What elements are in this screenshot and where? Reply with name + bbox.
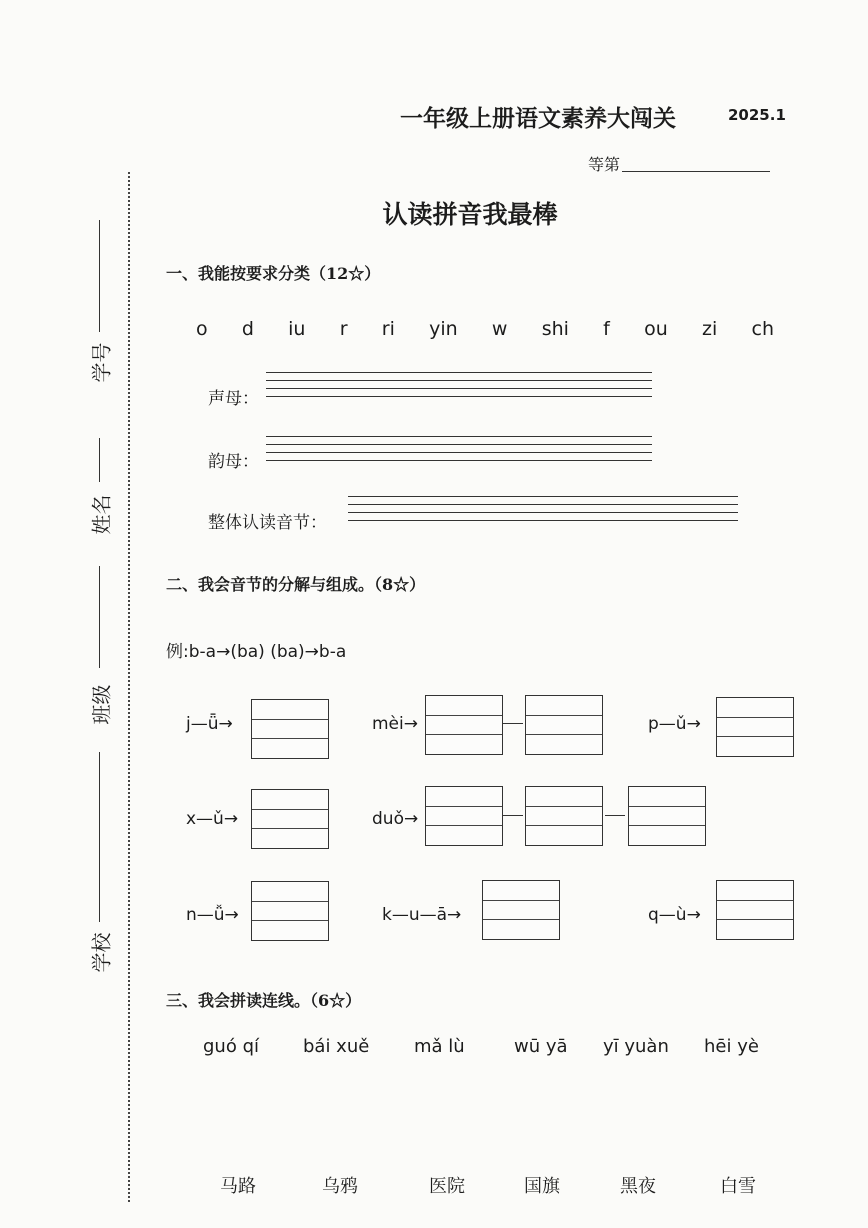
pinyin-item[interactable]: mǎ lù bbox=[414, 1036, 465, 1057]
initials-writing-lines[interactable] bbox=[266, 372, 652, 404]
syllable: ou bbox=[644, 318, 668, 340]
answer-box[interactable] bbox=[251, 881, 329, 941]
syllable: yin bbox=[429, 318, 458, 340]
answer-box[interactable] bbox=[251, 789, 329, 849]
school-field[interactable] bbox=[80, 752, 120, 982]
word-item[interactable]: 国旗 bbox=[524, 1176, 560, 1197]
decomp-item-label: p—ǔ→ bbox=[648, 714, 701, 734]
pinyin-item[interactable]: yī yuàn bbox=[603, 1036, 669, 1057]
separator-dash bbox=[503, 815, 523, 816]
decomp-item-label: x—ǔ→ bbox=[186, 809, 239, 829]
student-name-label: 姓名 bbox=[89, 494, 114, 535]
initials-label: 声母： bbox=[208, 389, 259, 409]
syllable: ri bbox=[381, 318, 395, 340]
syllable: shi bbox=[541, 318, 569, 340]
answer-box[interactable] bbox=[425, 695, 503, 755]
decomp-item-label: mèi→ bbox=[372, 714, 418, 734]
class-label: 班级 bbox=[89, 684, 114, 725]
section2-heading: 二、我会音节的分解与组成。（8☆） bbox=[166, 575, 426, 594]
class-line bbox=[99, 566, 100, 668]
student-number-field[interactable] bbox=[80, 220, 120, 400]
decomp-item-label: q—ù→ bbox=[648, 905, 701, 925]
word-item[interactable]: 白雪 bbox=[720, 1176, 756, 1197]
answer-box[interactable] bbox=[482, 880, 560, 940]
section1-heading: 一、我能按要求分类（12☆） bbox=[166, 264, 381, 283]
answer-box[interactable] bbox=[425, 786, 503, 846]
answer-box[interactable] bbox=[716, 880, 794, 940]
syllable: d bbox=[241, 318, 254, 340]
syllable: zi bbox=[702, 318, 718, 340]
word-item[interactable]: 医院 bbox=[429, 1176, 465, 1197]
syllable: ch bbox=[751, 318, 774, 340]
syllable: w bbox=[491, 318, 508, 340]
section3-heading: 三、我会拼读连线。（6☆） bbox=[166, 991, 362, 1010]
answer-box[interactable] bbox=[628, 786, 706, 846]
student-name-line bbox=[99, 438, 100, 482]
answer-box[interactable] bbox=[525, 786, 603, 846]
exam-title: 一年级上册语文素养大闯关 bbox=[400, 105, 676, 132]
exam-date: 2025.1 bbox=[728, 106, 786, 124]
decomp-item-label: j—ǖ→ bbox=[186, 714, 233, 734]
binding-dotted-line bbox=[128, 172, 130, 1202]
student-name-field[interactable] bbox=[80, 438, 120, 548]
answer-box[interactable] bbox=[716, 697, 794, 757]
whole-syllable-label: 整体认读音节： bbox=[208, 513, 327, 533]
whole-syllable-writing-lines[interactable] bbox=[348, 496, 738, 528]
pinyin-item[interactable]: guó qí bbox=[203, 1036, 259, 1057]
syllable: f bbox=[603, 318, 610, 340]
decomp-item-label: n—ǚ→ bbox=[186, 905, 239, 925]
answer-box[interactable] bbox=[251, 699, 329, 759]
decomp-item-label: duǒ→ bbox=[372, 809, 419, 829]
separator-dash bbox=[503, 723, 523, 724]
class-field[interactable] bbox=[80, 566, 120, 736]
pinyin-item[interactable]: bái xuě bbox=[303, 1036, 370, 1057]
separator-dash bbox=[605, 815, 625, 816]
syllable-list bbox=[190, 318, 780, 340]
word-item[interactable]: 黑夜 bbox=[620, 1176, 656, 1197]
finals-label: 韵母： bbox=[208, 452, 259, 472]
school-label: 学校 bbox=[89, 932, 114, 973]
example-line: 例:b-a→(ba) (ba)→b-a bbox=[166, 642, 347, 662]
word-item[interactable]: 乌鸦 bbox=[322, 1176, 358, 1197]
pinyin-item[interactable]: hēi yè bbox=[704, 1036, 759, 1057]
syllable: r bbox=[339, 318, 348, 340]
answer-box[interactable] bbox=[525, 695, 603, 755]
syllable: o bbox=[196, 318, 208, 340]
student-number-line bbox=[99, 220, 100, 332]
grade-input-line[interactable] bbox=[622, 171, 770, 172]
student-number-label: 学号 bbox=[89, 342, 114, 383]
word-item[interactable]: 马路 bbox=[220, 1176, 256, 1197]
syllable: iu bbox=[288, 318, 306, 340]
finals-writing-lines[interactable] bbox=[266, 436, 652, 468]
main-title: 认读拼音我最棒 bbox=[382, 200, 558, 229]
grade-label: 等第 bbox=[588, 155, 621, 174]
decomp-item-label: k—u—ā→ bbox=[382, 905, 462, 925]
school-line bbox=[99, 752, 100, 922]
pinyin-item[interactable]: wū yā bbox=[514, 1036, 568, 1057]
